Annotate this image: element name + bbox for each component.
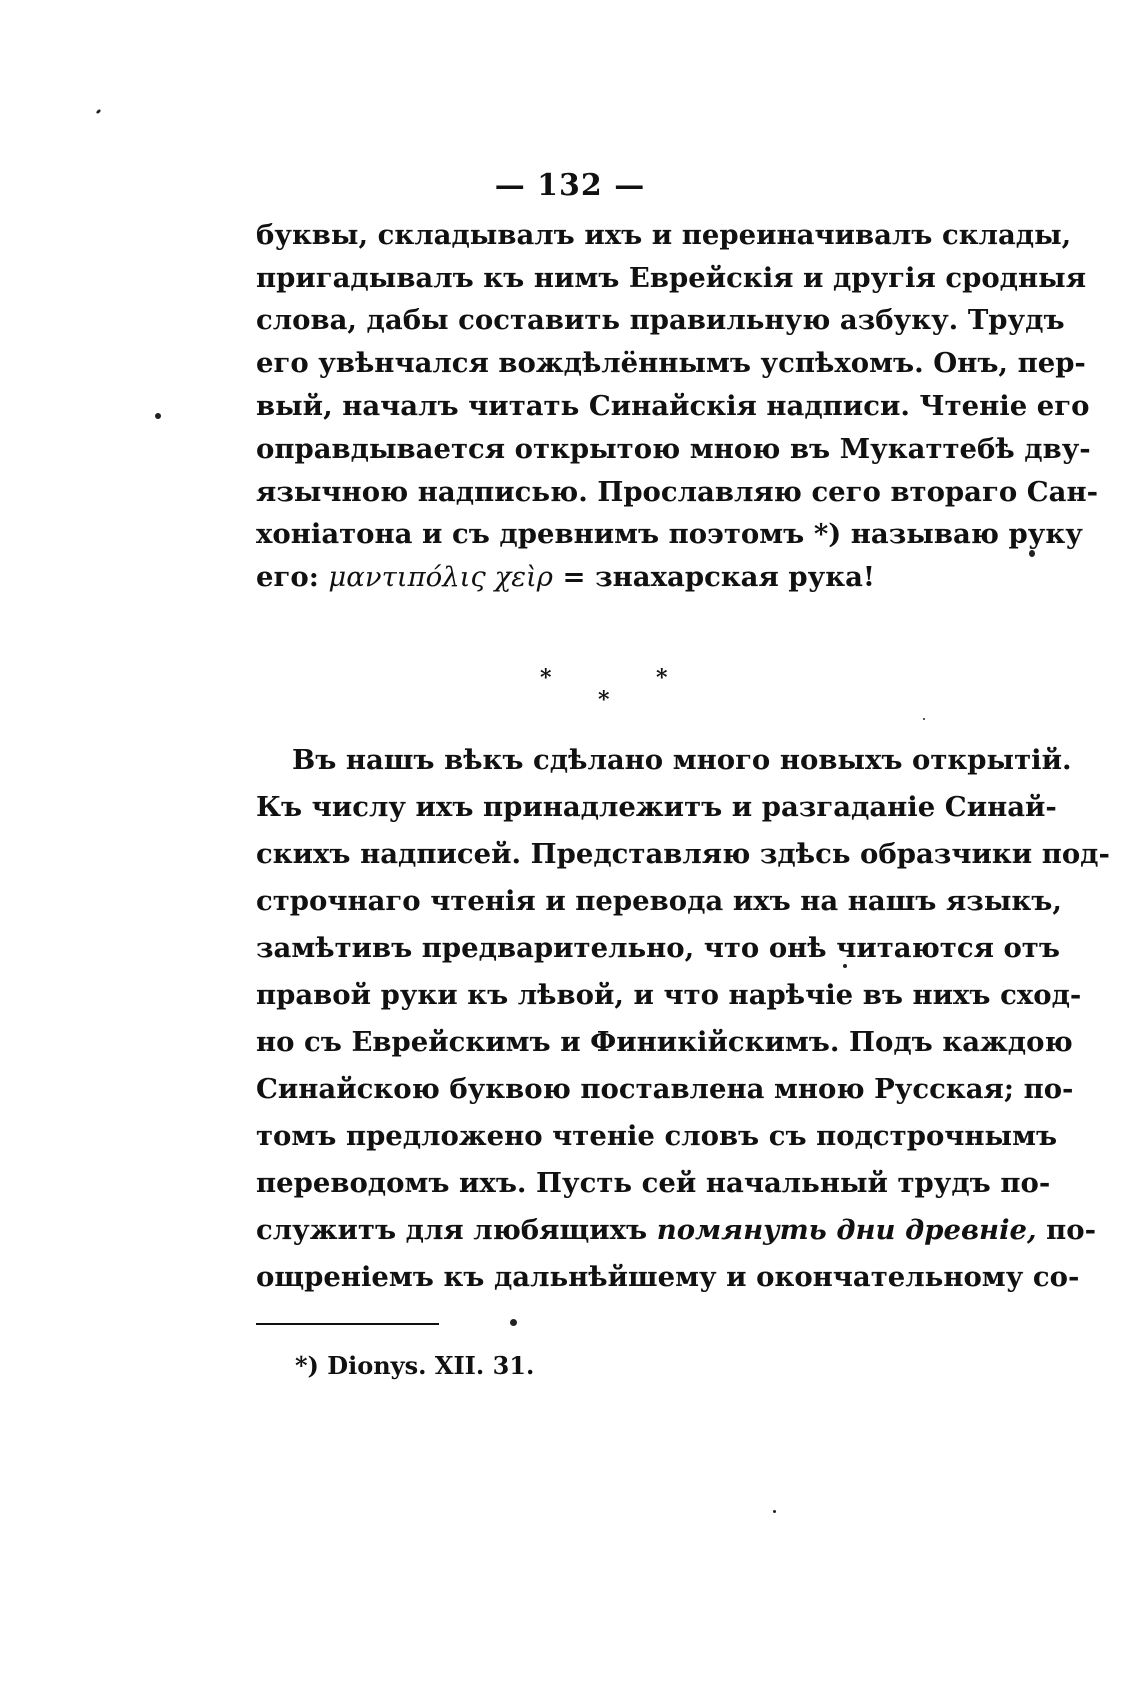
text-line: вый, началъ читать Синайскія надписи. Чтеніе его bbox=[256, 390, 1090, 422]
text-line: Въ нашъ вѣкъ сдѣлано много новыхъ открытій. bbox=[292, 744, 1072, 776]
scan-speck bbox=[1029, 550, 1035, 557]
text-line: Синайскою буквою поставлена мною Русская; по- bbox=[256, 1073, 1074, 1105]
scan-speck bbox=[843, 964, 847, 968]
asterism-star: * bbox=[656, 665, 668, 691]
text-line-with-greek bbox=[256, 560, 950, 594]
asterism-star: * bbox=[598, 687, 610, 713]
text-line: пригадывалъ къ нимъ Еврейскія и другія сродныя bbox=[256, 262, 1087, 294]
page-number: — 132 — bbox=[494, 168, 646, 203]
text-line: оправдывается открытою мною въ Мукаттебѣ дву- bbox=[256, 433, 1091, 465]
asterism-star: * bbox=[540, 665, 552, 691]
text-line: ощреніемъ къ дальнѣйшему и окончательному со- bbox=[256, 1261, 1080, 1293]
scan-speck bbox=[155, 413, 161, 419]
text-line: хоніатона и съ древнимъ поэтомъ *) называю руку bbox=[256, 518, 1083, 550]
footnote: *) Dionys. XII. 31. bbox=[295, 1351, 535, 1380]
line-suffix: = знахарская рука! bbox=[562, 561, 875, 593]
scan-speck bbox=[510, 1319, 517, 1326]
text-line: строчнаго чтенія и перевода ихъ на нашъ языкъ, bbox=[256, 885, 1062, 917]
emphasized-phrase: помянуть дни древніе, bbox=[656, 1214, 1037, 1246]
text-line: язычною надписью. Прославляю сего втораго Сан- bbox=[256, 476, 1098, 508]
line-prefix: его: bbox=[256, 561, 319, 593]
scan-speck bbox=[923, 718, 925, 720]
text-line: буквы, складывалъ ихъ и переиначивалъ склады, bbox=[256, 219, 1072, 251]
greek-quotation: μαντιπόλις χεὶρ bbox=[328, 561, 553, 593]
line-prefix: служитъ для любящихъ bbox=[256, 1214, 648, 1246]
text-line: скихъ надписей. Представляю здѣсь образчики под- bbox=[256, 838, 1110, 870]
text-line-with-emphasis bbox=[256, 1213, 1097, 1247]
scan-speck bbox=[773, 1510, 776, 1513]
text-line: но съ Еврейскимъ и Финикійскимъ. Подъ каждою bbox=[256, 1026, 1073, 1058]
text-line: томъ предложено чтеніе словъ съ подстрочнымъ bbox=[256, 1120, 1058, 1152]
text-line: переводомъ ихъ. Пусть сей начальный трудъ по- bbox=[256, 1167, 1051, 1199]
text-line: слова, дабы составить правильную азбуку. Трудъ bbox=[256, 304, 1065, 336]
scan-speck bbox=[96, 109, 102, 115]
text-line: замѣтивъ предварительно, что онѣ читаются отъ bbox=[256, 932, 1060, 964]
footnote-rule bbox=[256, 1323, 439, 1325]
line-suffix: по- bbox=[1046, 1214, 1097, 1246]
text-line: его увѣнчался вождѣлённымъ успѣхомъ. Онъ, пер- bbox=[256, 347, 1086, 379]
text-line: Къ числу ихъ принадлежитъ и разгаданіе Синай- bbox=[256, 791, 1057, 823]
text-line: правой руки къ лѣвой, и что нарѣчіе въ нихъ сход- bbox=[256, 979, 1082, 1011]
